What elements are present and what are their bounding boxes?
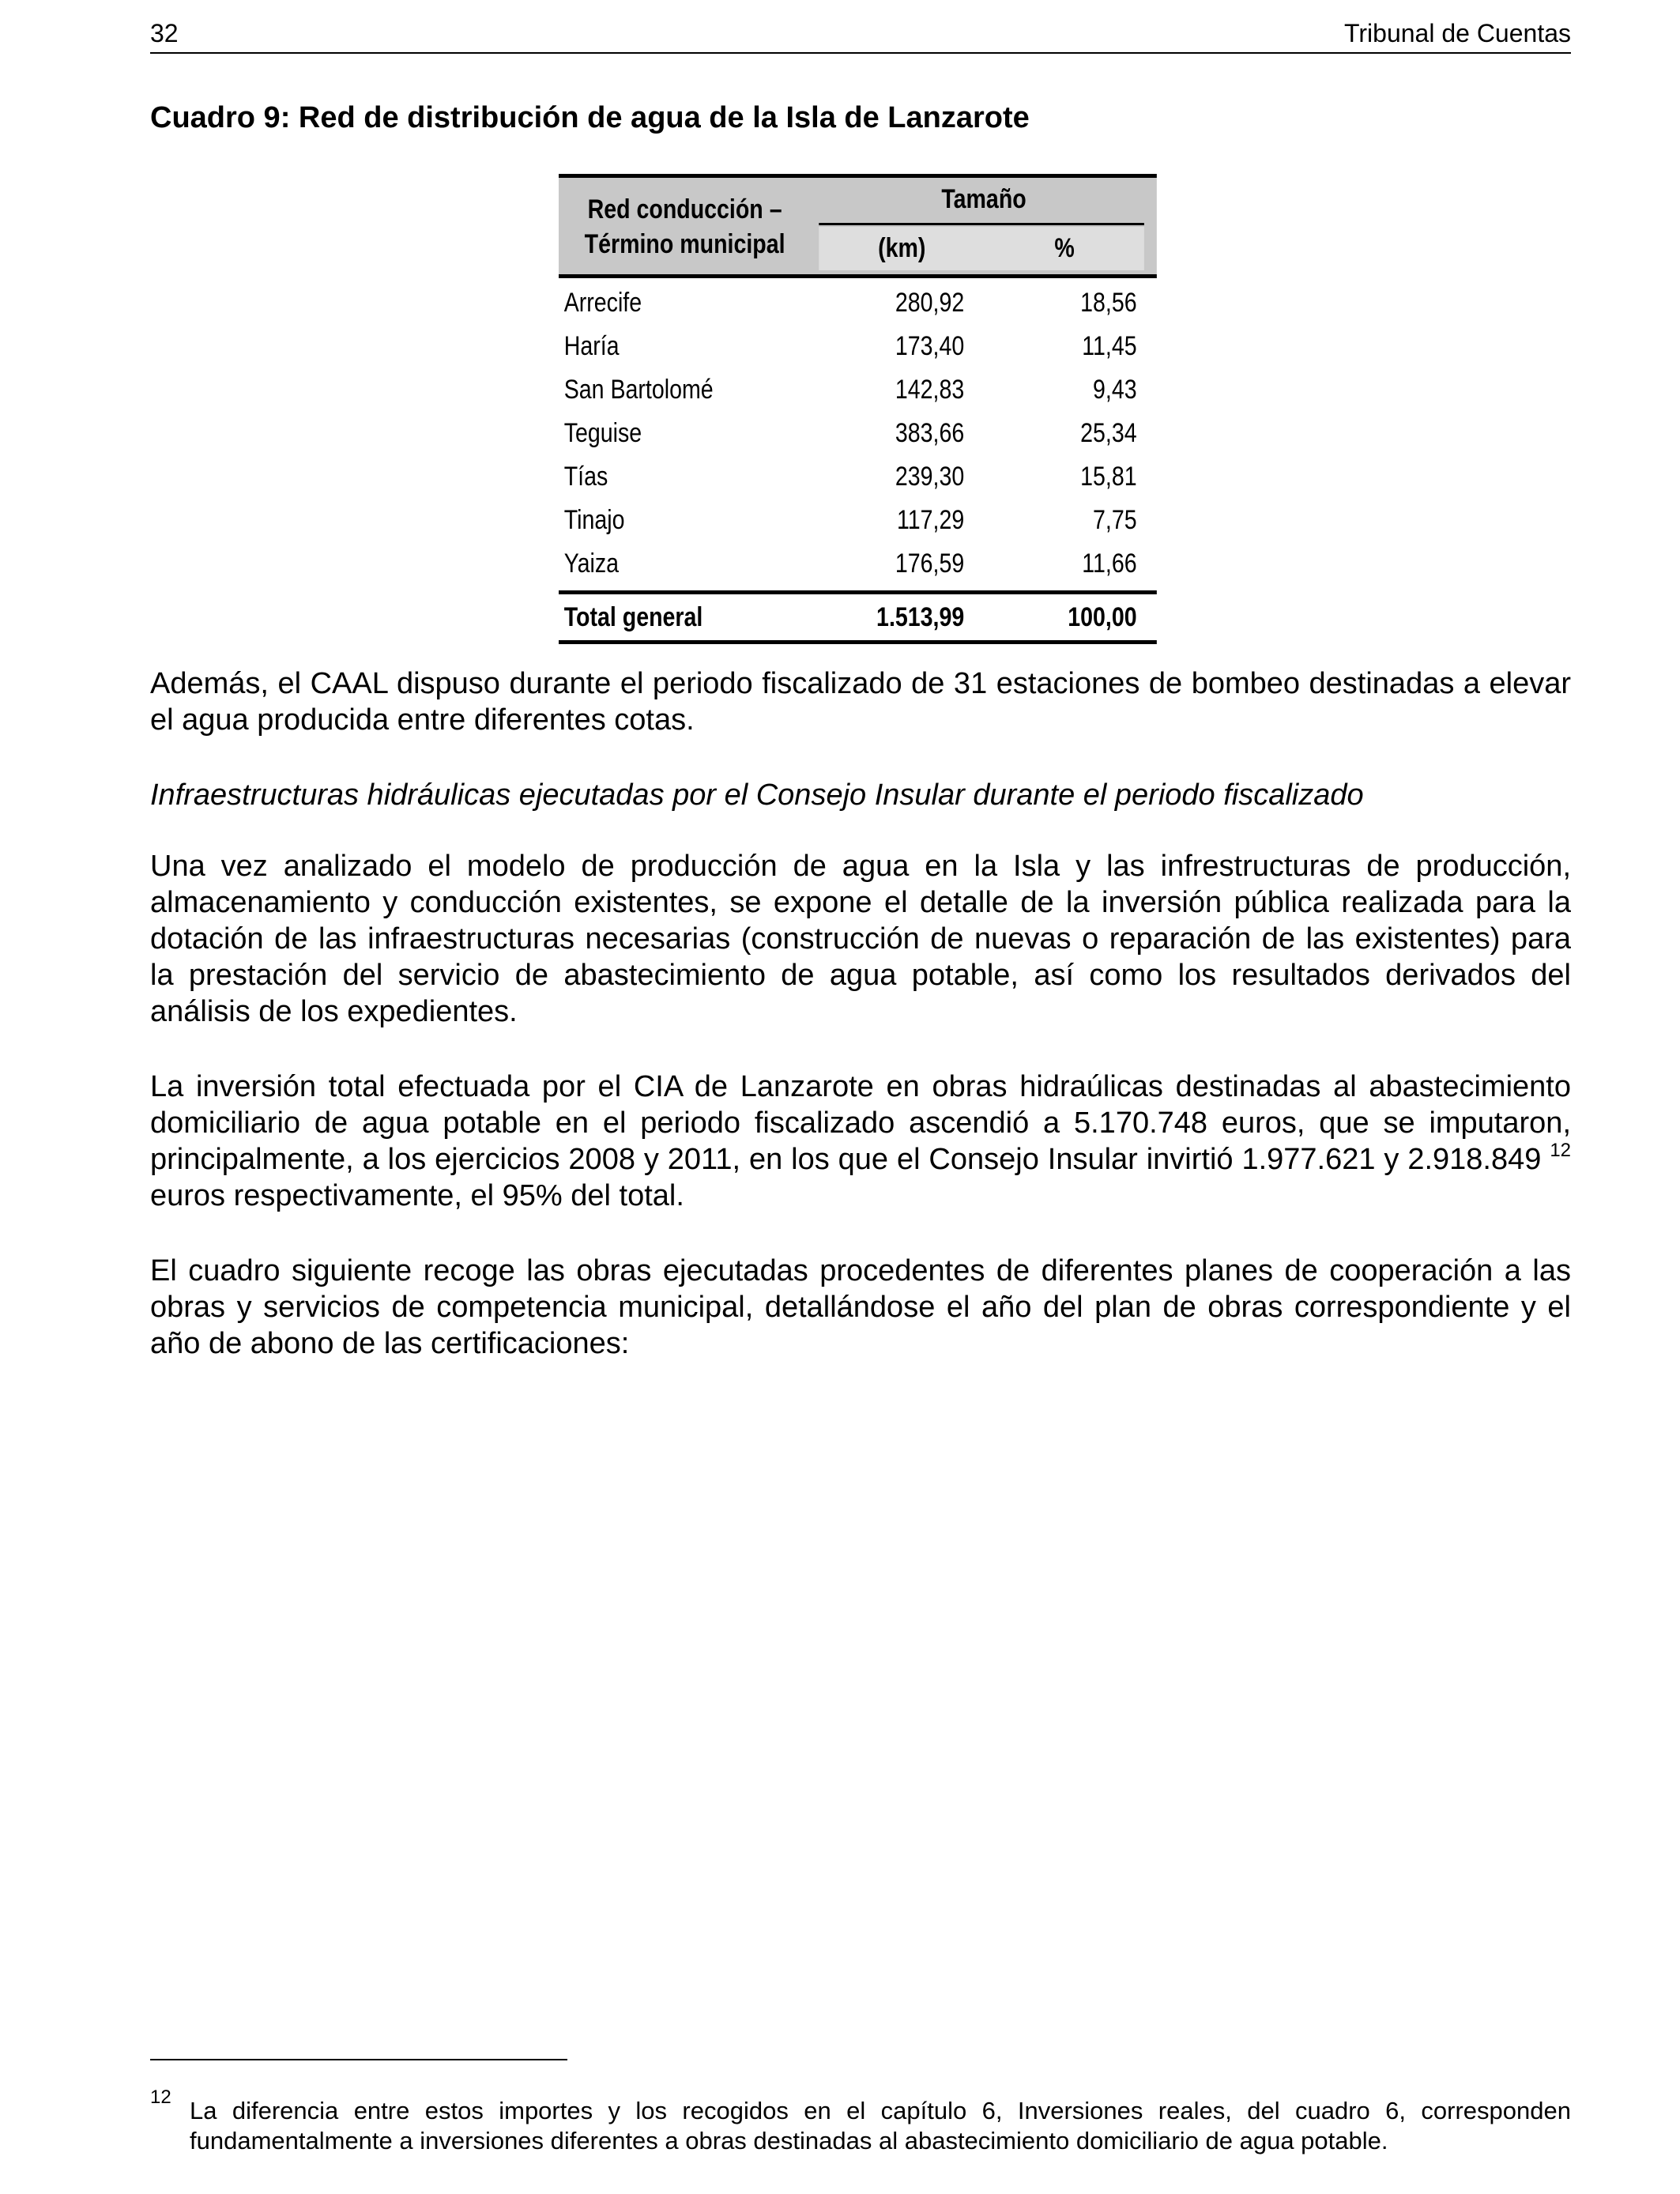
row-municipio: Teguise	[563, 418, 642, 448]
table-row	[559, 542, 1157, 586]
paragraph-3-tail: euros respectivamente, el 95% del total.	[150, 1179, 684, 1212]
table-row	[559, 412, 1157, 455]
table-body	[559, 278, 1157, 590]
row-km: 176,59	[895, 548, 965, 579]
row-pct: 7,75	[1093, 505, 1137, 535]
table-row	[559, 368, 1157, 412]
column-header-pct: %	[1054, 233, 1075, 263]
footnote-number: 12	[150, 2087, 171, 2108]
row-km: 117,29	[897, 505, 965, 535]
row-municipio: Tinajo	[563, 505, 625, 535]
total-km: 1.513,99	[876, 602, 965, 632]
row-municipio: Tías	[563, 462, 608, 492]
paragraph-3-text: La inversión total efectuada por el CIA de Lanzarote en obras hidraúlicas destinadas al abastecimiento domiciliario de agua potable en el periodo fiscalizado ascendió a 5.170.748 euros, que se imputaron, principalmente, a los ejercicios 2008 y 2011, en los que el Consejo Insular invirtió 1.977.621 y 2.918.849	[150, 1070, 1571, 1176]
row-pct: 11,45	[1082, 331, 1137, 361]
row-km: 142,83	[895, 375, 965, 405]
footnote-separator	[150, 2059, 567, 2060]
page-header	[150, 17, 1571, 54]
row-km: 239,30	[895, 462, 965, 492]
header-label-line2: Término municipal	[584, 229, 785, 259]
total-label: Total general	[563, 602, 703, 632]
section-heading: Infraestructuras hidráulicas ejecutadas por el Consejo Insular durante el periodo fiscalizado	[150, 778, 1364, 812]
footnote-reference[interactable]: 12	[1550, 1140, 1572, 1161]
total-pct: 100,00	[1068, 602, 1137, 632]
paragraph-4: El cuadro siguiente recoge las obras ejecutadas procedentes de diferentes planes de cooperación a las obras y servicios de competencia municipal, detallándose el año del plan de obras correspondiente y el año de abono de las certificaciones:	[150, 1254, 1571, 1360]
page-number: 32	[150, 19, 179, 47]
row-pct: 9,43	[1093, 375, 1137, 405]
row-municipio: Arrecife	[563, 288, 642, 318]
column-group-tamano: Tamaño	[941, 184, 1026, 214]
group-divider	[819, 223, 1144, 225]
row-km: 173,40	[895, 331, 965, 361]
row-municipio: San Bartolomé	[563, 375, 714, 405]
table-row	[559, 325, 1157, 368]
row-municipio: Haría	[563, 331, 620, 361]
row-km: 280,92	[895, 288, 965, 318]
table-title: Cuadro 9: Red de distribución de agua de la Isla de Lanzarote	[150, 101, 1030, 134]
column-header-km: (km)	[878, 233, 926, 263]
row-pct: 25,34	[1080, 418, 1137, 448]
footnote-text: La diferencia entre estos importes y los recogidos en el capítulo 6, Inversiones reales, del cuadro 6, corresponden fundamentalmente a inversiones diferentes a obras destinadas al abastecimiento domiciliario de agua potable.	[190, 2097, 1571, 2154]
row-km: 383,66	[895, 418, 965, 448]
table-row	[559, 455, 1157, 499]
distribution-table	[559, 174, 1157, 644]
row-pct: 11,66	[1082, 548, 1137, 579]
row-pct: 15,81	[1080, 462, 1137, 492]
table-row	[559, 281, 1157, 325]
column-header-municipio	[559, 192, 811, 262]
table-header	[559, 174, 1157, 278]
table-row	[559, 499, 1157, 542]
paragraph-2: Una vez analizado el modelo de producción de agua en la Isla y las infrestructuras de producción, almacenamiento y conducción existentes, se expone el detalle de la inversión pública realizada para la dotación de las infraestructuras necesarias (construcción de nuevas o reparación de las existentes) para la prestación del servicio de abastecimiento de agua potable, así como los resultados derivados del análisis de los expedientes.	[150, 850, 1571, 1028]
row-pct: 18,56	[1080, 288, 1137, 318]
paragraph-3	[150, 1069, 1571, 1214]
header-label-line1: Red conducción –	[587, 194, 782, 224]
header-organization: Tribunal de Cuentas	[1344, 19, 1571, 47]
row-municipio: Yaiza	[563, 548, 620, 579]
paragraph-1: Además, el CAAL dispuso durante el periodo fiscalizado de 31 estaciones de bombeo destinadas a elevar el agua producida entre diferentes cotas.	[150, 667, 1571, 737]
table-total-row	[559, 590, 1157, 644]
